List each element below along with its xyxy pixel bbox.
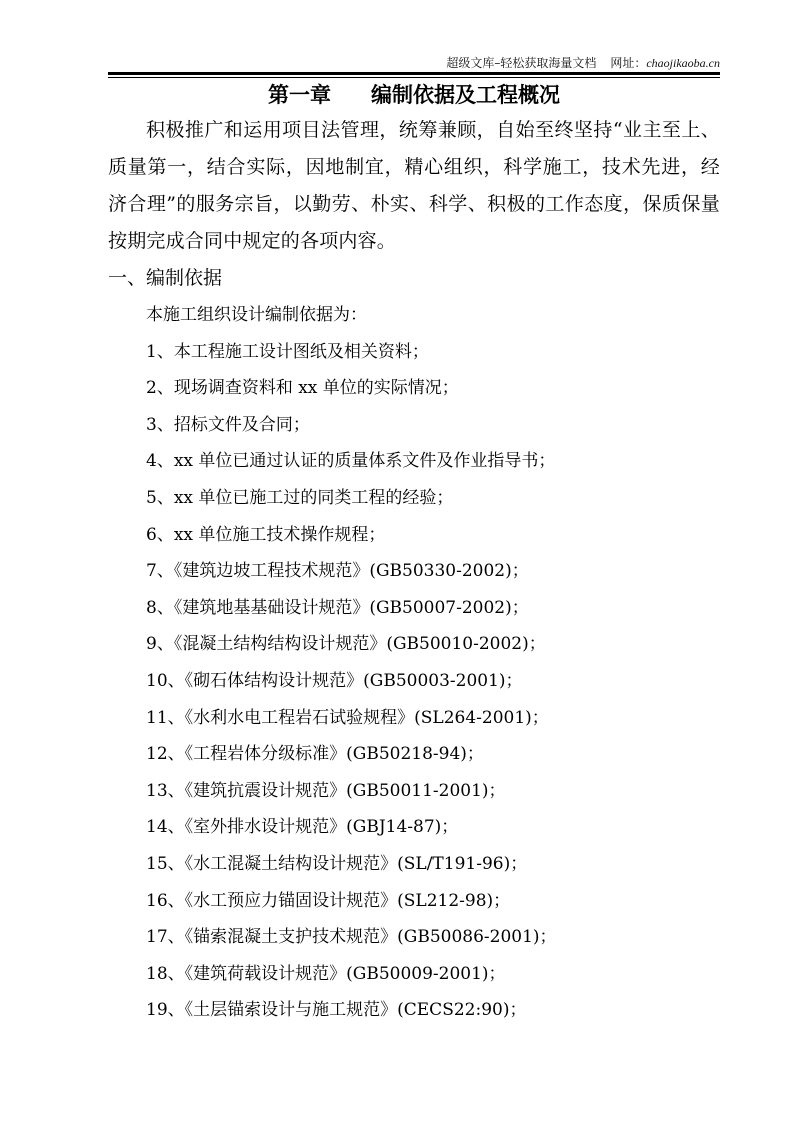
- basis-item: 15、《水工混凝土结构设计规范》(SL/T191-96)；: [146, 853, 528, 874]
- basis-item: 6、xx 单位施工技术操作规程；: [146, 524, 386, 545]
- header-url-label: 网址：: [610, 56, 647, 70]
- basis-item: 1、本工程施工设计图纸及相关资料；: [146, 341, 429, 362]
- basis-item: 10、《砌石体结构设计规范》(GB50003-2001)；: [146, 670, 523, 691]
- basis-item: 9、《混凝土结构结构设计规范》(GB50010-2002)；: [146, 634, 546, 655]
- basis-item: 11、《水利水电工程岩石试验规程》(SL264-2001)；: [146, 707, 549, 728]
- basis-item: 2、现场调查资料和 xx 单位的实际情况；: [146, 378, 459, 399]
- basis-item: 5、xx 单位已施工过的同类工程的经验；: [146, 487, 454, 508]
- basis-item: 14、《室外排水设计规范》(GBJ14-87)；: [146, 817, 459, 838]
- chapter-name: 编制依据及工程概况: [371, 82, 560, 107]
- basis-list: [108, 297, 720, 1029]
- basis-item: 16、《水工预应力锚固设计规范》(SL212-98)；: [146, 890, 511, 911]
- document-body: [108, 78, 720, 1029]
- header-url-link[interactable]: chaojikaoba.cn: [646, 56, 720, 70]
- header-text: [446, 56, 720, 70]
- chapter-number: 第一章: [268, 82, 331, 107]
- basis-item: 13、《建筑抗震设计规范》(GB50011-2001)；: [146, 780, 506, 801]
- page-header: [108, 0, 720, 74]
- basis-item: 19、《土层锚索设计与施工规范》(CECS22:90)；: [146, 1000, 527, 1021]
- basis-intro-line: 本施工组织设计编制依据为：: [146, 305, 367, 325]
- basis-item: 3、招标文件及合同；: [146, 414, 310, 435]
- basis-item: 4、xx 单位已通过认证的质量体系文件及作业指导书；: [146, 451, 556, 472]
- basis-item: 7、《建筑边坡工程技术规范》(GB50330-2002)；: [146, 561, 529, 582]
- basis-item: 12、《工程岩体分级标准》(GB50218-94)；: [146, 744, 484, 765]
- header-rule-thick: [108, 72, 720, 75]
- basis-item: 8、《建筑地基基础设计规范》(GB50007-2002)；: [146, 597, 529, 618]
- basis-item: 18、《建筑荷载设计规范》(GB50009-2001)；: [146, 963, 506, 984]
- intro-paragraph: 积极推广和运用项目法管理，统筹兼顾，自始至终坚持“业主至上、质量第一，结合实际，因地制宜，精心组织，科学施工，技术先进，经济合理”的服务宗旨，以勤劳、朴实、科学、积极的工作态度，保质保量按期完成合同中规定的各项内容。: [108, 119, 720, 252]
- basis-item: 17、《锚索混凝土支护技术规范》(GB50086-2001)；: [146, 927, 557, 948]
- chapter-title: [108, 78, 720, 112]
- section-heading: 一、编制依据: [108, 267, 223, 289]
- header-site-name: 超级文库–轻松获取海量文档: [446, 56, 597, 70]
